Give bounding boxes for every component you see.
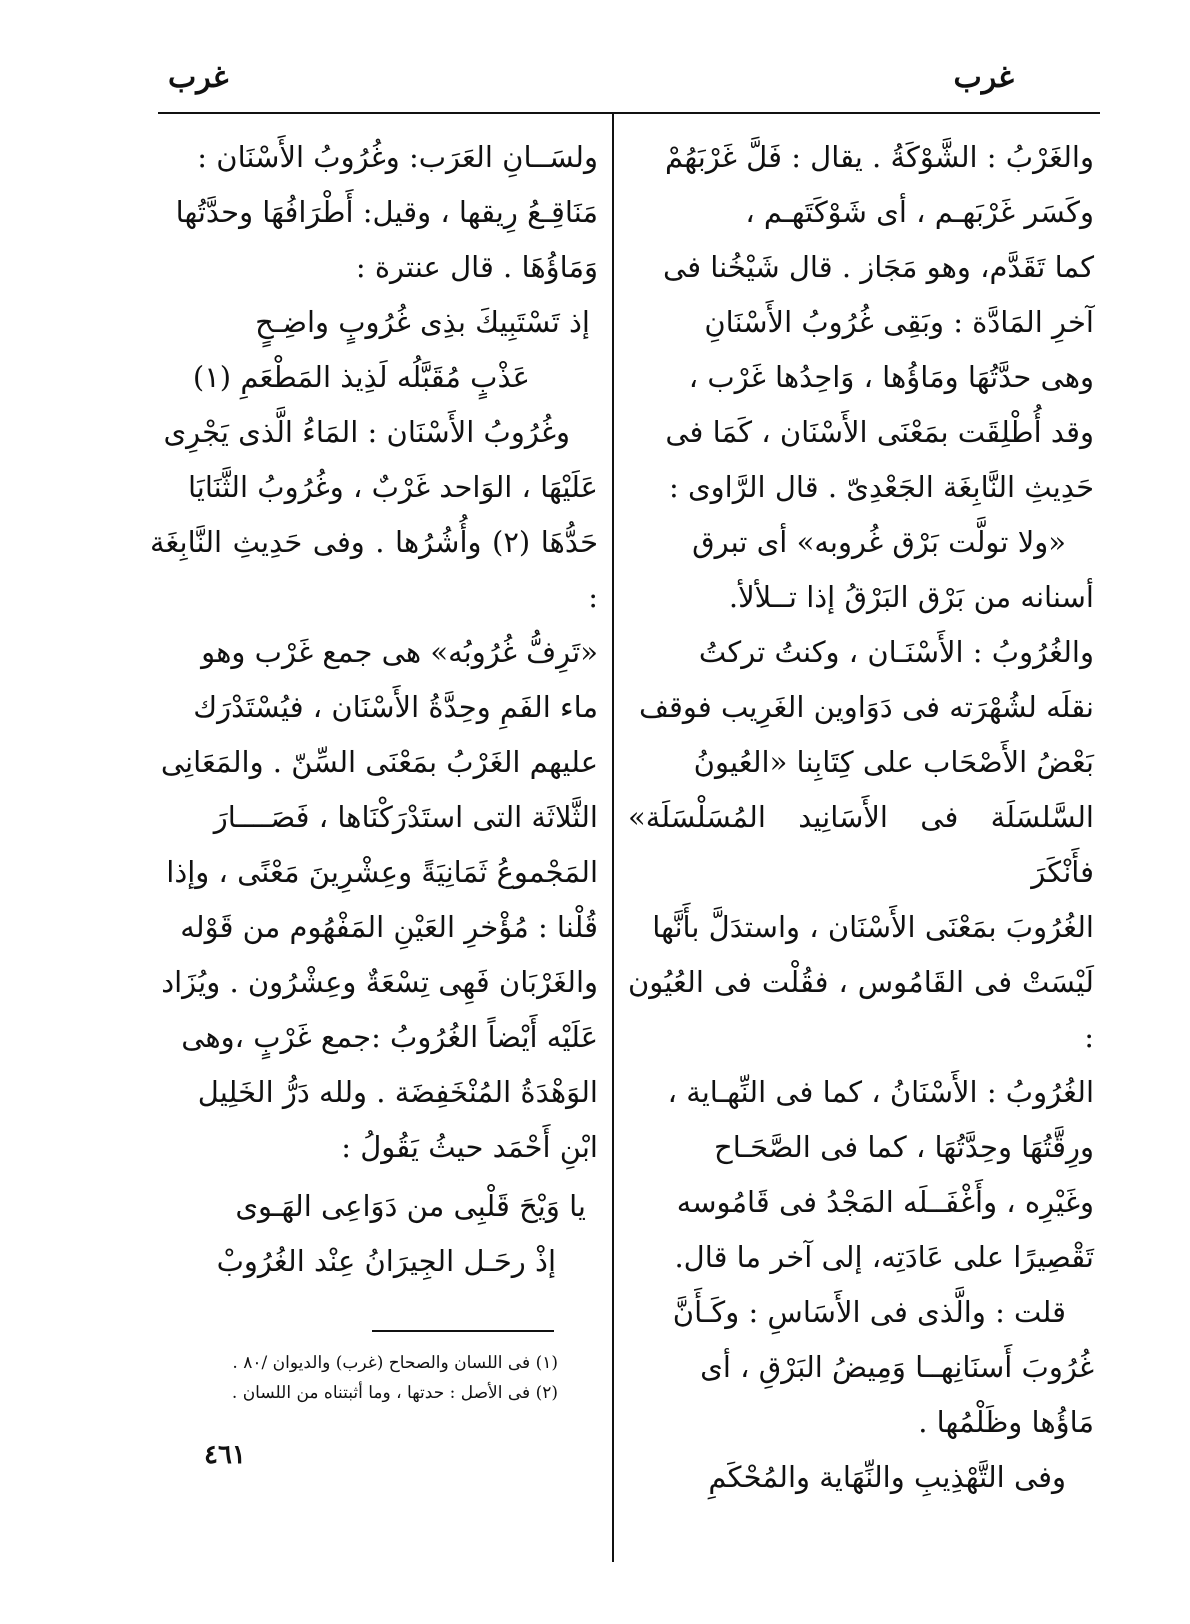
- text-line: ورِقَّتُهَا وحِدَّتُهَا ، كما فى الصَّحَـاح: [714, 1130, 1094, 1164]
- text-line: قُلْنا : مُؤْخرِ العَيْنِ المَفْهُوم من قَوْله: [180, 910, 598, 944]
- text-line: المَجْموعُ ثَمَانِيَةً وعِشْرِينَ مَعْنًى ، وإذا: [166, 855, 598, 889]
- text-line: ولسَــانِ العَرَب: وغُرُوبُ الأَسْنَان :: [197, 140, 598, 174]
- text-line: قلت : والَّذى فى الأَسَاسِ : وكَـأَنَّ: [672, 1295, 1066, 1329]
- text-line: والغَرْبُ : الشَّوْكَةُ . يقال : فَلَّ غَرْبَهُمْ: [665, 140, 1094, 174]
- text-line: وَمَاؤُهَا . قال عنترة :: [355, 250, 598, 284]
- text-line: لَيْسَتْ فى القَامُوس ، فقُلْت فى العُيُون :: [628, 965, 1094, 1054]
- text-line: نقلَه لشُهْرَته فى دَوَاوين الغَرِيب فوقف: [639, 690, 1094, 724]
- verse-line-2: إذْ رحَـل الجِيرَانُ عِنْد الغُرُوبْ: [216, 1244, 556, 1278]
- text-line: وغَيْرِه ، وأَغْفَــلَه المَجْدُ فى قَامُوسه: [676, 1185, 1094, 1219]
- text-line: كما تَقَدَّم، وهو مَجَاز . قال شَيْخُنا فى: [663, 250, 1094, 284]
- text-line: أسنانه من بَرْق البَرْقُ إذا تــلألأ.: [728, 580, 1094, 614]
- header-left-word: غرب: [168, 60, 229, 95]
- text-line: حَدِيثِ النَّابِغَة الجَعْدِىّ . قال الرَّاوى :: [668, 470, 1094, 504]
- footnote-2: (٢) فى الأصل : حدتها ، وما أثبتناه من اللسان .: [231, 1383, 558, 1403]
- text-line: والغَرْبَان فَهِى تِسْعَةٌ وعِشْرُون . ويُزَاد: [161, 965, 598, 999]
- footnote-rule: [372, 1330, 554, 1332]
- text-line: عَلَيْه أَيْضاً الغُرُوبُ :جمع غَرْبٍ ،وهى: [181, 1020, 598, 1054]
- verse-line-1: يا وَيْحَ قَلْبِى من دَوَاعِى الهَـوى: [235, 1189, 586, 1223]
- footnotes: [190, 1348, 558, 1408]
- text-line: وكَسَر غَرْبَهـم ، أى شَوْكَتَهـم ،: [745, 195, 1094, 229]
- text-line: مَنَاقِـعُ رِيقها ، وقيل: أَطْرَافُهَا وحدَّتُها: [175, 195, 598, 229]
- verse-line-2: عَذْبٍ مُقَبَّلُه لَذِيذ المَطْعَمِ (١): [192, 360, 530, 394]
- verse-antara: [150, 295, 598, 405]
- text-line: غُرُوبَ أَسنَانِهــا وَمِيضُ البَرْقِ ، أى: [700, 1350, 1094, 1384]
- text-line: عَلَيْهَا ، الوَاحد غَرْبٌ ، وغُرُوبُ الثَّنَايَا: [187, 470, 598, 504]
- footnote-1: (١) فى اللسان والصحاح (غرب) والديوان /٨٠ .: [232, 1353, 558, 1373]
- text-line: «ولا تولَّت بَرْق غُروبه» أى تبرق: [692, 525, 1066, 559]
- text-line: والغُرُوبُ : الأَسْنَـان ، وكنتُ تركتُ: [698, 635, 1094, 669]
- verse-khalil: [150, 1179, 598, 1289]
- text-line: السَّلسَلَة فى الأَسَانِيد المُسَلْسَلَة» فأَنْكَرَ: [628, 800, 1094, 889]
- text-line: مَاؤُها وظَلْمُها .: [918, 1405, 1094, 1439]
- text-line: وقد أُطْلِقَت بمَعْنَى الأَسْنَان ، كَمَا فى: [665, 415, 1094, 449]
- header-rule: [158, 112, 1100, 114]
- text-line: الوَهْدَةُ المُنْخَفِضَة . ولله دَرُّ الخَلِيل: [197, 1075, 598, 1109]
- text-line: آخرِ المَادَّة : وبَقِى غُرُوبُ الأَسْنَانِ: [704, 305, 1094, 339]
- text-line: ماء الفَمِ وحِدَّةُ الأَسْنَان ، فيُسْتَدْرَك: [193, 690, 598, 724]
- text-line: حَدُّهَا (٢) وأُشُرُها . وفى حَدِيثِ النَّابِغَة :: [150, 525, 598, 614]
- header-right-word: غرب: [953, 60, 1014, 95]
- verse-line-1: إذ تَسْتَبِيكَ بذِى غُرُوبٍ واضِـحٍ: [255, 305, 590, 339]
- column-divider: [612, 112, 614, 1562]
- right-column: [628, 130, 1094, 1505]
- page-number: ٤٦١: [204, 1440, 246, 1470]
- text-line: وهى حدَّتُهَا ومَاؤُها ، وَاحِدُها غَرْب ،: [688, 360, 1094, 394]
- text-line: الثَّلاثَة التى استَدْرَكْنَاها ، فَصَــــارَ: [213, 800, 598, 834]
- text-line: وفى التَّهْذِيبِ والنِّهَاية والمُحْكَمِ: [708, 1460, 1066, 1494]
- text-line: الغُرُوبُ : الأَسْنَانُ ، كما فى النِّهـاية ،: [667, 1075, 1094, 1109]
- text-line: بَعْضُ الأَصْحَاب على كِتَابِنا «العُيونُ: [693, 745, 1094, 779]
- left-column: [150, 130, 598, 1289]
- text-line: تَقْصِيرًا على عَادَتِه، إلى آخر ما قال.: [674, 1240, 1094, 1274]
- text-line: عليهم الغَرْبُ بمَعْنَى السِّنّ . والمَعَانِى: [160, 745, 598, 779]
- text-line: ابْنِ أَحْمَد حيثُ يَقُولُ :: [341, 1130, 598, 1164]
- text-line: الغُرُوبَ بمَعْنَى الأَسْنَان ، واستدَلَّ بأَنَّها: [652, 910, 1094, 944]
- text-line: وغُرُوبُ الأَسْنَان : المَاءُ الَّذى يَجْرِى: [163, 415, 570, 449]
- text-line: «تَرِفُّ غُرُوبُه» هى جمع غَرْب وهو: [201, 635, 598, 669]
